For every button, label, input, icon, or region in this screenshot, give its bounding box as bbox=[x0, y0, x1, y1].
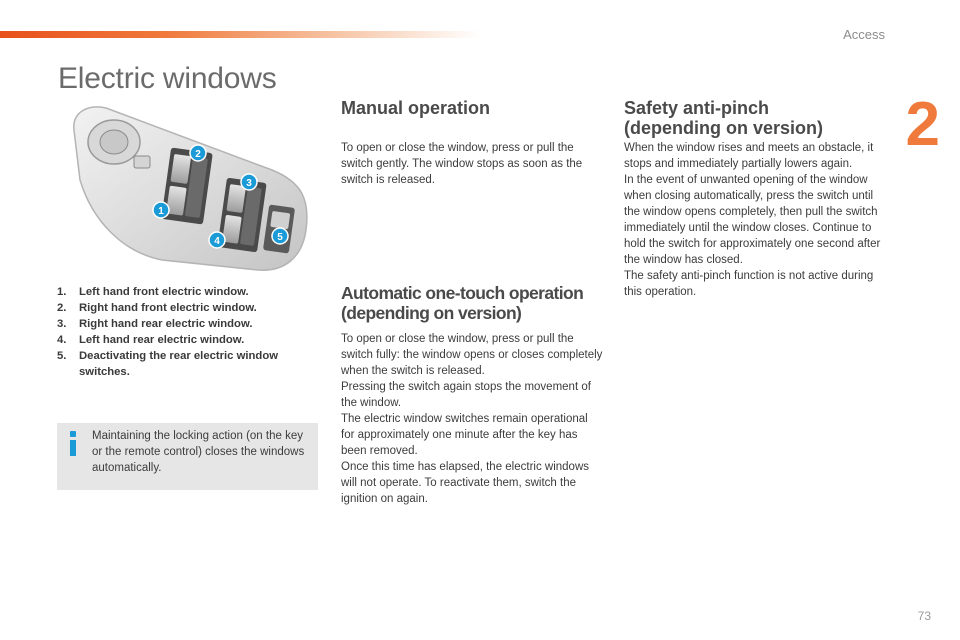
svg-text:5: 5 bbox=[277, 232, 283, 243]
svg-text:4: 4 bbox=[214, 236, 220, 247]
page-title: Electric windows bbox=[58, 62, 277, 95]
list-item: 3. Right hand rear electric window. bbox=[57, 318, 253, 330]
svg-text:1: 1 bbox=[158, 206, 164, 217]
safety-anti-pinch-text: When the window rises and meets an obstacle, it stops and immediately partially lowers again. In the event of unwanted opening of the window when closing automatically, press the switch until the window opens completely, then pull the switch immediately until the window closes. Continue to hold the switch for approximately one second after the window has closed. The safety anti-pinch function is not active during this operation. bbox=[624, 142, 881, 298]
svg-text:3: 3 bbox=[246, 178, 252, 189]
list-item: 1. Left hand front electric window. bbox=[57, 286, 249, 298]
top-accent-bar bbox=[0, 31, 480, 38]
list-item: 5. Deactivating the rear electric window switches. bbox=[57, 350, 279, 378]
callout-marker-1 bbox=[153, 202, 169, 218]
info-note-box bbox=[57, 423, 318, 490]
callout-marker-2 bbox=[190, 145, 206, 161]
automatic-operation-heading: Automatic one-touch operation (depending on version) bbox=[341, 283, 584, 323]
manual-operation-text: To open or close the window, press or pull the switch gently. The window stops as soon as the switch is released. bbox=[341, 142, 583, 186]
callout-marker-3 bbox=[241, 174, 257, 190]
page-number: 73 bbox=[917, 609, 931, 623]
section-label: Access bbox=[843, 27, 885, 42]
list-item: 2. Right hand front electric window. bbox=[57, 302, 257, 314]
info-note-text: Maintaining the locking action (on the key or the remote control) closes the windows automatically. bbox=[92, 430, 305, 474]
safety-anti-pinch-heading: Safety anti-pinch (depending on version) bbox=[624, 98, 824, 138]
callout-legend bbox=[57, 284, 317, 380]
automatic-operation-text: To open or close the window, press or pull the switch fully: the window opens or closes completely when the switch is released. Pressing the switch again stops the movement of the window. The electric window switches remain operational for approximately one minute after the key has been removed. Once this time has elapsed, the electric windows will not operate. To reactivate them, switch the ignition on again. bbox=[341, 333, 603, 505]
callout-marker-5 bbox=[272, 228, 288, 244]
list-item: 4. Left hand rear electric window. bbox=[57, 334, 245, 346]
chapter-number: 2 bbox=[905, 90, 940, 159]
info-icon bbox=[68, 431, 78, 461]
svg-text:2: 2 bbox=[195, 149, 201, 160]
manual-operation-heading: Manual operation bbox=[341, 98, 491, 118]
callout-marker-4 bbox=[209, 232, 225, 248]
window-switch-panel-illustration bbox=[62, 100, 322, 278]
